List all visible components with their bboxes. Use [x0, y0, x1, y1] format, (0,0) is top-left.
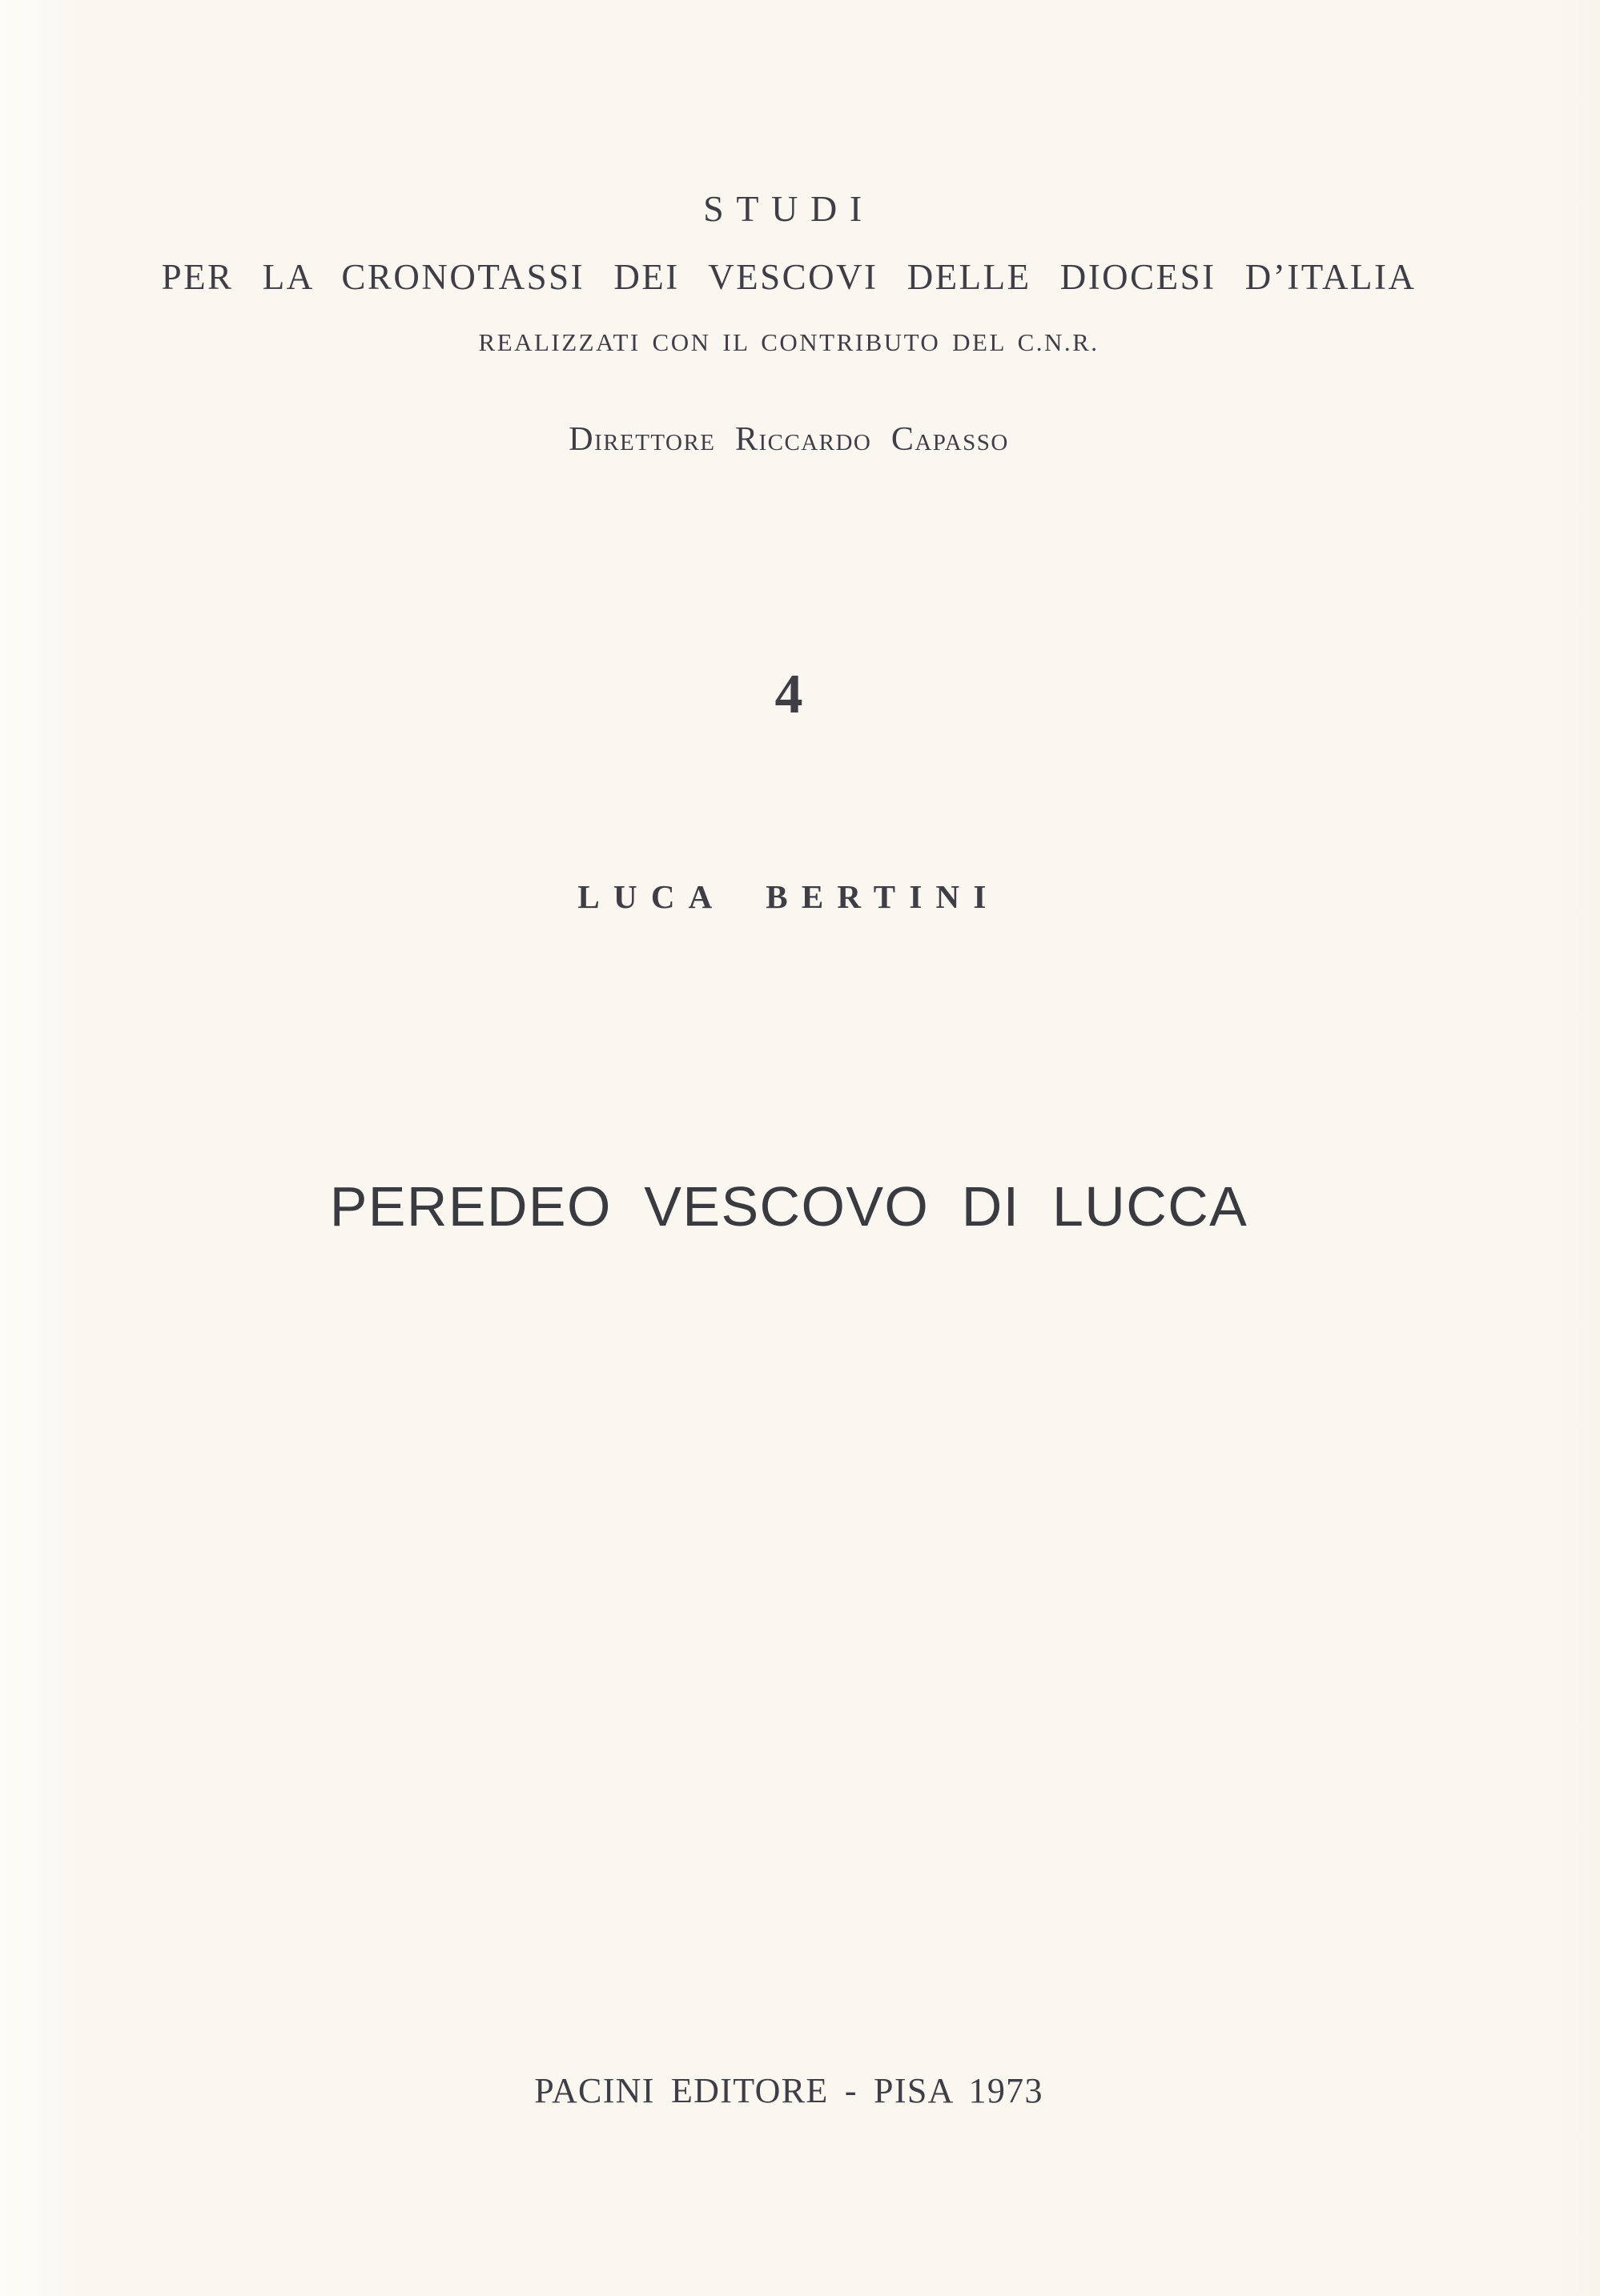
series-director: Direttore Riccardo Capasso: [569, 421, 1009, 458]
series-funding-note: REALIZZATI CON IL CONTRIBUTO DEL C.N.R.: [478, 328, 1099, 356]
author-name: LUCA BERTINI: [577, 878, 1000, 915]
volume-number: 4: [774, 664, 803, 725]
book-title: PEREDEO VESCOVO DI LUCCA: [329, 1175, 1248, 1238]
series-subtitle: PER LA CRONOTASSI DEI VESCOVI DELLE DIOCESI D’ITALIA: [161, 257, 1417, 297]
series-title: STUDI: [703, 188, 874, 229]
publisher-imprint: PACINI EDITORE - PISA 1973: [534, 2071, 1043, 2110]
